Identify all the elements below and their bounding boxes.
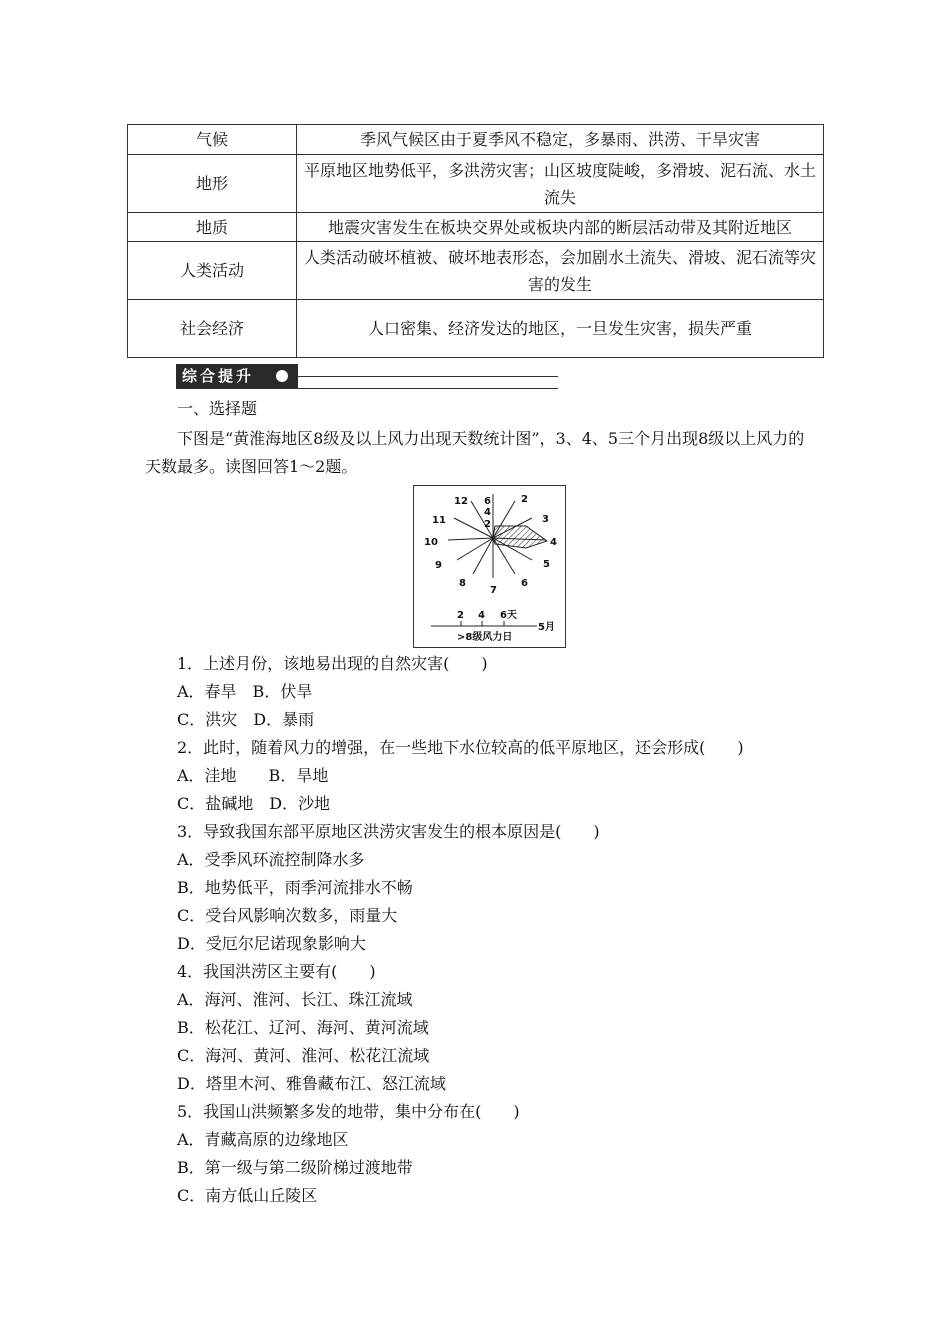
month-label: 3	[542, 514, 549, 525]
question-option: D．受厄尔尼诺现象影响大	[177, 934, 366, 953]
divider	[298, 376, 558, 377]
question-option: A．春旱 B．伏旱	[177, 682, 313, 701]
question-option: C．南方低山丘陵区	[177, 1186, 318, 1205]
question-option: B．松花江、辽河、海河、黄河流域	[177, 1018, 429, 1037]
question-stem: 2．此时，随着风力的增强，在一些地下水位较高的低平原地区，还会形成( )	[177, 738, 744, 757]
question-stem: 5．我国山洪频繁多发的地带，集中分布在( )	[177, 1102, 520, 1121]
month-label: 2	[521, 494, 528, 505]
radial-tick: 4	[484, 507, 491, 518]
question-option: C．盐碱地 D．沙地	[177, 794, 331, 813]
month-label: 4	[550, 537, 557, 548]
section-title: 综合提升	[176, 364, 298, 389]
question-option: A．洼地 B．旱地	[177, 766, 329, 785]
intro-paragraph: 下图是“黄淮海地区8级及以上风力出现天数统计图”，3、4、5三个月出现8级以上风力的天数最多。读图回答1～2题。	[145, 429, 805, 476]
table-key: 社会经济	[128, 300, 297, 358]
question-option: A．海河、淮河、长江、珠江流域	[177, 990, 413, 1009]
table-key: 人类活动	[128, 242, 297, 300]
question-stem: 4．我国洪涝区主要有( )	[177, 962, 376, 981]
wind-rose-figure	[413, 485, 566, 648]
month-label: 10	[424, 537, 438, 548]
table-value: 地震灾害发生在板块交界处或板块内部的断层活动带及其附近地区	[297, 213, 824, 242]
table-value: 人类活动破坏植被、破坏地表形态，会加剧水土流失、滑坡、泥石流等灾害的发生	[297, 242, 824, 300]
radial-tick: 6	[484, 496, 491, 507]
table-key: 地形	[128, 155, 297, 213]
month-label: 11	[432, 515, 446, 526]
scale-tick: 2	[457, 610, 464, 621]
table-row	[128, 213, 824, 242]
question-option: C．受台风影响次数多，雨量大	[177, 906, 398, 925]
table-key: 气候	[128, 125, 297, 155]
month-label: 6	[521, 578, 528, 589]
table-value: 人口密集、经济发达的地区，一旦发生灾害，损失严重	[297, 300, 824, 358]
divider	[176, 388, 558, 389]
table-value: 季风气候区由于夏季风不稳定，多暴雨、洪涝、干旱灾害	[297, 125, 824, 155]
month-label: 12	[454, 496, 468, 507]
question-option: B．第一级与第二级阶梯过渡地带	[177, 1158, 413, 1177]
question-option: A．青藏高原的边缘地区	[177, 1130, 349, 1149]
month-label: 9	[435, 560, 442, 571]
table-value: 平原地区地势低平，多洪涝灾害；山区坡度陡峻，多滑坡、泥石流、水土流失	[297, 155, 824, 213]
month-label: 8	[459, 578, 466, 589]
question-stem: 3．导致我国东部平原地区洪涝灾害发生的根本原因是( )	[177, 822, 600, 841]
table-row	[128, 155, 824, 213]
scale-tick: 6天	[500, 610, 517, 621]
scale-tick: 4	[478, 610, 485, 621]
table-row	[128, 300, 824, 358]
question-option: B．地势低平，雨季河流排水不畅	[177, 878, 413, 897]
wind-rose-svg	[414, 486, 565, 647]
question-option: A．受季风环流控制降水多	[177, 850, 365, 869]
month-label: 7	[490, 585, 497, 596]
scale-end-label: 5月	[538, 622, 555, 633]
question-option: D．塔里木河、雅鲁藏布江、怒江流域	[177, 1074, 446, 1093]
scale-caption: >8级风力日	[457, 632, 513, 643]
cause-table	[127, 124, 824, 358]
bullet-icon	[276, 370, 288, 382]
question-option: C．洪灾 D．暴雨	[177, 710, 315, 729]
month-label: 5	[543, 559, 550, 570]
table-row	[128, 125, 824, 155]
radial-tick: 2	[484, 519, 491, 530]
question-option: C．海河、黄河、淮河、松花江流域	[177, 1046, 430, 1065]
table-row	[128, 242, 824, 300]
question-stem: 1．上述月份，该地易出现的自然灾害( )	[177, 654, 488, 673]
part-title: 一、选择题	[177, 399, 258, 418]
table-key: 地质	[128, 213, 297, 242]
